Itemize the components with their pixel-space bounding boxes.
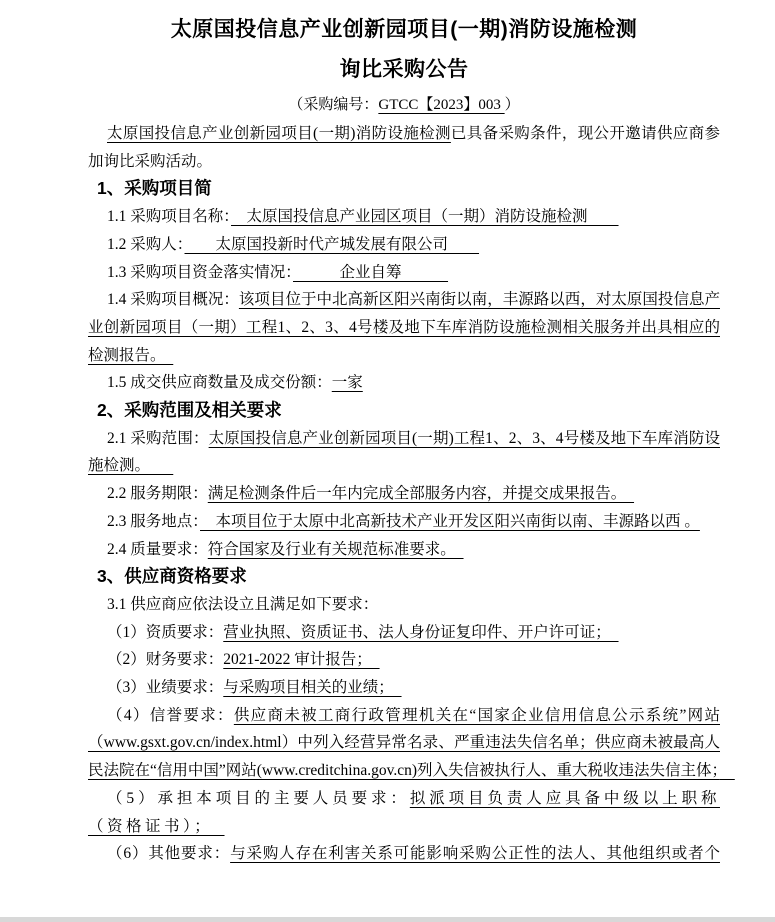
underlined-text: 企业自筹 [293, 263, 449, 281]
underlined-text: 供应商未被工商行政管理机关在“国家企业信用信息公示系统”网站（www.gsxt.gov.cn/index.html）中列入经营异常名录、严重违法失信名单；供应商未被最高人民法院在“信用中国”网站(www.creditchina.gov.cn)列入失信被执行人、重大税收违法失信主体； [88, 706, 735, 780]
text-run: 2.4 质量要求： [107, 540, 208, 558]
text-run: （4）信誉要求： [107, 706, 234, 724]
paragraph [88, 286, 720, 369]
text-run: （5）承担本项目的主要人员要求： [107, 789, 410, 807]
paragraph [88, 259, 720, 287]
underlined-text: 与采购人存在利害关系可能影响采购公正性的法人、其他组织或者个 [230, 845, 720, 863]
paragraph [88, 591, 720, 619]
text-run: 3、供应商资格要求 [97, 566, 247, 587]
paragraph [88, 508, 720, 536]
text-run: 2、采购范围及相关要求 [97, 400, 282, 421]
paragraph [88, 646, 720, 674]
underlined-text: 太原国投信息产业创新园项目(一期)工程1、2、3、4号楼及地下车库消防设施检测。 [88, 429, 720, 475]
text-run: 3.1 供应商应依法设立且满足如下要求： [107, 595, 379, 613]
document-title-line2: 询比采购公告 [339, 58, 469, 81]
text-run: 2.2 服务期限： [107, 485, 208, 503]
section-heading [88, 397, 720, 425]
paragraph [88, 702, 735, 785]
text-run: 已具备采购条件，现公开邀请供应商参加询比采购活动。 [88, 125, 720, 170]
ref-suffix: ） [504, 97, 520, 113]
paragraph [88, 785, 720, 840]
text-run: （3）业绩要求： [107, 679, 224, 697]
paragraph [88, 536, 720, 564]
underlined-text: 太原国投新时代产城发展有限公司 [184, 235, 480, 253]
underlined-text: 与采购项目相关的业绩； [223, 679, 402, 697]
underlined-text: 2021-2022 审计报告； [223, 651, 380, 669]
paragraph [88, 674, 720, 702]
paragraph [88, 120, 720, 175]
paragraph [88, 840, 720, 868]
paragraph [88, 480, 720, 508]
underlined-text: 本项目位于太原中北高新技术产业开发区阳兴南街以南、丰源路以西 。 [200, 512, 700, 530]
underlined-text: 太原国投信息产业创新园项目(一期)消防设施检测 [107, 125, 451, 142]
text-run: 1、采购项目简 [97, 178, 212, 199]
document-title-line1: 太原国投信息产业创新园项目(一期)消防设施检测 [170, 18, 638, 41]
section-heading [88, 175, 720, 203]
text-run: （2）财务要求： [107, 651, 224, 669]
text-run: 1.3 采购项目资金落实情况： [107, 263, 294, 281]
document-body [88, 120, 735, 868]
text-run: 1.5 成交供应商数量及成交份额： [107, 374, 332, 392]
underlined-text: 满足检测条件后一年内完成全部服务内容，并提交成果报告。 [207, 485, 635, 503]
underlined-text: 该项目位于中北高新区阳兴南街以南，丰源路以西，对太原国投信息产业创新园项目（一期）工程1、2、3、4号楼及地下车库消防设施检测相关服务并出具相应的检测报告。 [88, 291, 720, 364]
text-run: 1.1 采购项目名称： [107, 208, 232, 226]
paragraph [88, 369, 720, 397]
text-run: 1.4 采购项目概况： [107, 291, 239, 309]
paragraph [88, 425, 720, 480]
paragraph [88, 231, 720, 259]
procurement-reference [88, 90, 720, 120]
underlined-text: 拟派项目负责人应具备中级以上职称（资格证书）； [88, 789, 720, 835]
page-edge-bar [0, 917, 775, 922]
text-run: （6）其他要求： [107, 845, 231, 863]
underlined-text: 一家 [331, 374, 363, 392]
paragraph [88, 203, 720, 231]
section-heading [88, 563, 720, 591]
ref-number: GTCC【2023】003 [378, 97, 505, 113]
text-run: 2.3 服务地点： [107, 512, 201, 530]
text-run: 1.2 采购人： [107, 235, 185, 253]
underlined-text: 符合国家及行业有关规范标准要求。 [207, 540, 464, 558]
underlined-text: 太原国投信息产业园区项目（一期）消防设施检测 [231, 208, 619, 226]
ref-prefix: （采购编号： [288, 97, 379, 113]
paragraph [88, 619, 720, 647]
text-run: 2.1 采购范围： [107, 429, 209, 447]
underlined-text: 营业执照、资质证书、法人身份证复印件、开户许可证； [223, 623, 619, 641]
text-run: （1）资质要求： [107, 623, 224, 641]
